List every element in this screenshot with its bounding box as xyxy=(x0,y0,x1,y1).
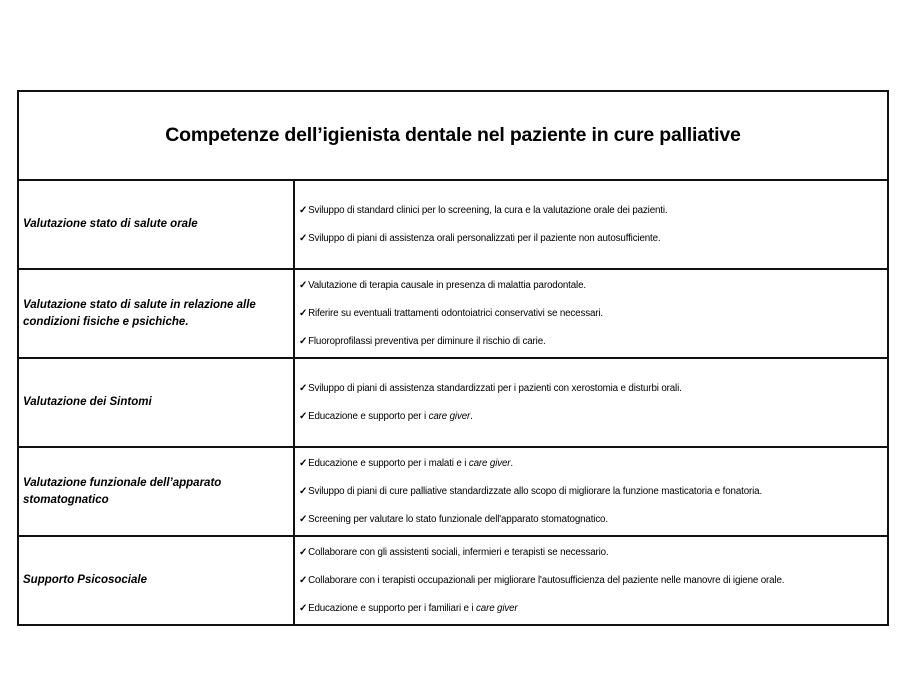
row-label: Valutazione stato di salute in relazione alle condizioni fisiche e psichiche. xyxy=(18,269,294,358)
check-icon: ✓ xyxy=(299,204,308,216)
table-row xyxy=(18,269,888,358)
item-text: Sviluppo di standard clinici per lo screening, la cura e la valutazione orale dei pazienti. xyxy=(308,204,668,216)
item-emphasis: care giver xyxy=(468,457,511,469)
list-item xyxy=(299,328,885,356)
table-row xyxy=(18,358,888,447)
item-text: Fluoroprofilassi preventiva per diminure il rischio di carie. xyxy=(308,335,546,347)
check-icon: ✓ xyxy=(299,546,308,558)
list-item xyxy=(299,450,885,478)
table-row xyxy=(18,536,888,625)
row-label: Valutazione funzionale dell’apparato stomatognatico xyxy=(18,447,294,536)
list-item xyxy=(299,595,885,623)
row-items xyxy=(294,269,888,358)
row-label: Supporto Psicosociale xyxy=(18,536,294,625)
check-icon: ✓ xyxy=(299,307,308,319)
list-item xyxy=(299,300,885,328)
item-text: Sviluppo di piani di assistenza standardizzati per i pazienti con xerostomia e disturbi orali. xyxy=(308,382,682,394)
row-items xyxy=(294,358,888,447)
check-icon: ✓ xyxy=(299,335,308,347)
list-item xyxy=(299,272,885,300)
list-item xyxy=(299,567,885,595)
item-text: Educazione e supporto per i malati e i xyxy=(308,457,469,469)
table-row xyxy=(18,447,888,536)
list-item xyxy=(299,478,885,506)
item-text: Educazione e supporto per i familiari e i xyxy=(308,602,477,614)
check-icon: ✓ xyxy=(299,279,308,291)
item-text: Sviluppo di piani di assistenza orali personalizzati per il paziente non autosufficiente. xyxy=(308,232,661,244)
row-items xyxy=(294,180,888,269)
item-tail: . xyxy=(510,457,513,469)
list-item xyxy=(299,197,885,225)
item-text: Educazione e supporto per i xyxy=(308,410,429,422)
list-item xyxy=(299,506,885,534)
row-label: Valutazione stato di salute orale xyxy=(18,180,294,269)
item-emphasis: care giver xyxy=(476,602,518,614)
item-text: Valutazione di terapia causale in presenza di malattia parodontale. xyxy=(308,279,586,291)
item-text: Collaborare con i terapisti occupazionali per migliorare l'autosufficienza del paziente nelle manovre di igiene orale. xyxy=(308,574,785,586)
check-icon: ✓ xyxy=(299,382,308,394)
check-icon: ✓ xyxy=(299,232,308,244)
item-emphasis: care giver xyxy=(428,410,471,422)
item-text: Collaborare con gli assistenti sociali, infermieri e terapisti se necessario. xyxy=(308,546,609,558)
item-text: Screening per valutare lo stato funzionale dell'apparato stomatognatico. xyxy=(308,513,608,525)
check-icon: ✓ xyxy=(299,602,308,614)
row-label: Valutazione dei Sintomi xyxy=(18,358,294,447)
competenze-table xyxy=(17,90,889,626)
list-item xyxy=(299,539,885,567)
table-title: Competenze dell’igienista dentale nel paziente in cure palliative xyxy=(18,91,888,180)
table-row xyxy=(18,180,888,269)
check-icon: ✓ xyxy=(299,485,308,497)
check-icon: ✓ xyxy=(299,410,308,422)
check-icon: ✓ xyxy=(299,513,308,525)
check-icon: ✓ xyxy=(299,457,308,469)
row-items xyxy=(294,447,888,536)
item-text: Riferire su eventuali trattamenti odontoiatrici conservativi se necessari. xyxy=(308,307,603,319)
item-text: Sviluppo di piani di cure palliative standardizzate allo scopo di migliorare la funzione masticatoria e fonatoria. xyxy=(308,485,763,497)
check-icon: ✓ xyxy=(299,574,308,586)
list-item xyxy=(299,225,885,253)
item-tail: . xyxy=(470,410,473,422)
row-items xyxy=(294,536,888,625)
list-item xyxy=(299,403,885,431)
list-item xyxy=(299,375,885,403)
